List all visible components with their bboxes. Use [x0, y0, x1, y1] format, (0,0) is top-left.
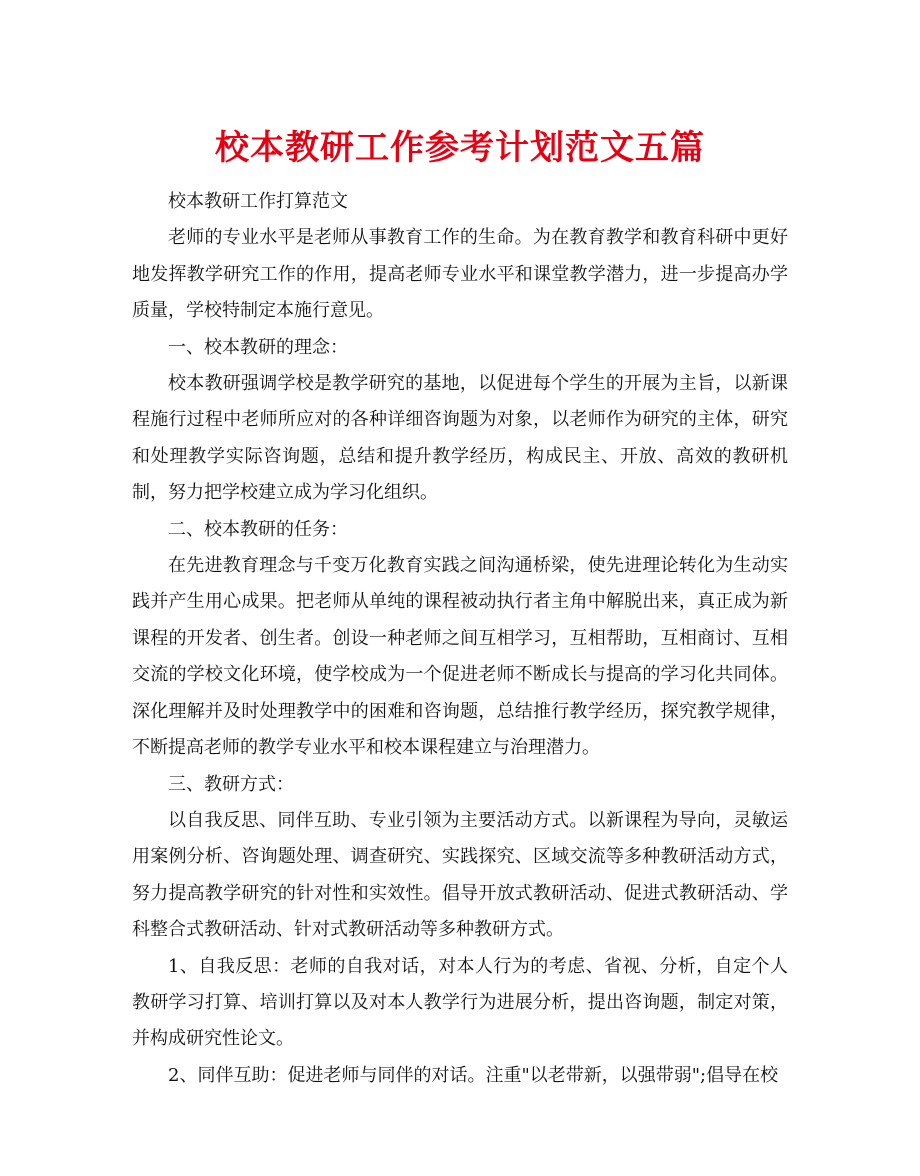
paragraph-self-reflection: 1、自我反思：老师的自我对话，对本人行为的考虑、省视、分析，自定个人教研学习打算、培训打算以及对本人教学行为进展分析，提出咨询题，制定对策，并构成研究性论文。 — [132, 955, 788, 1050]
paragraph-concept: 校本教研强调学校是教学研究的基地，以促进每个学生的开展为主旨，以新课程施行过程中老师所应对的各种详细咨询题为对象，以老师作为研究的主体，研究和处理教学实际咨询题，总结和提升教学经历，构成民主、开放、高效的教研机制，努力把学校建立成为学习化组织。 — [132, 373, 788, 504]
document-body — [132, 184, 788, 1094]
paragraph-methods: 以自我反思、同伴互助、专业引领为主要活动方式。以新课程为导向，灵敏运用案例分析、咨询题处理、调查研究、实践探究、区域交流等多种教研活动方式，努力提高教学研究的针对性和实效性。倡导开放式教研活动、促进式教研活动、学科整合式教研活动、针对式教研活动等多种教研方式。 — [132, 809, 788, 941]
paragraph-tasks: 在先进教育理念与千变万化教育实践之间沟通桥梁，使先进理论转化为生动实践并产生用心成果。把老师从单纯的课程被动执行者主角中解脱出来，真正成为新课程的开发者、创生者。创设一种老师之间互相学习，互相帮助，互相商讨、互相交流的学校文化环境，使学校成为一个促进老师不断成长与提高的学习化共同体。深化理解并及时处理教学中的困难和咨询题，总结推行教学经历，探究教学规律，不断提高老师的教学专业水平和校本课程建立与治理潜力。 — [132, 555, 788, 759]
document-title: 校本教研工作参考计划范文五篇 — [215, 128, 705, 168]
section-heading-concept: 一、校本教研的理念： — [168, 336, 348, 358]
section-heading-tasks: 二、校本教研的任务： — [168, 518, 348, 540]
paragraph-intro: 老师的专业水平是老师从事教育工作的生命。为在教育教学和教育科研中更好地发挥教学研究工作的作用，提高老师专业水平和课堂教学潜力，进一步提高办学质量，学校特制定本施行意见。 — [132, 227, 788, 322]
section-heading-methods: 三、教研方式： — [168, 773, 294, 795]
paragraph-peer-support: 2、同伴互助：促进老师与同伴的对话。注重"以老带新，以强带弱";倡导在校 — [168, 1064, 779, 1086]
document-subtitle: 校本教研工作打算范文 — [168, 191, 348, 212]
